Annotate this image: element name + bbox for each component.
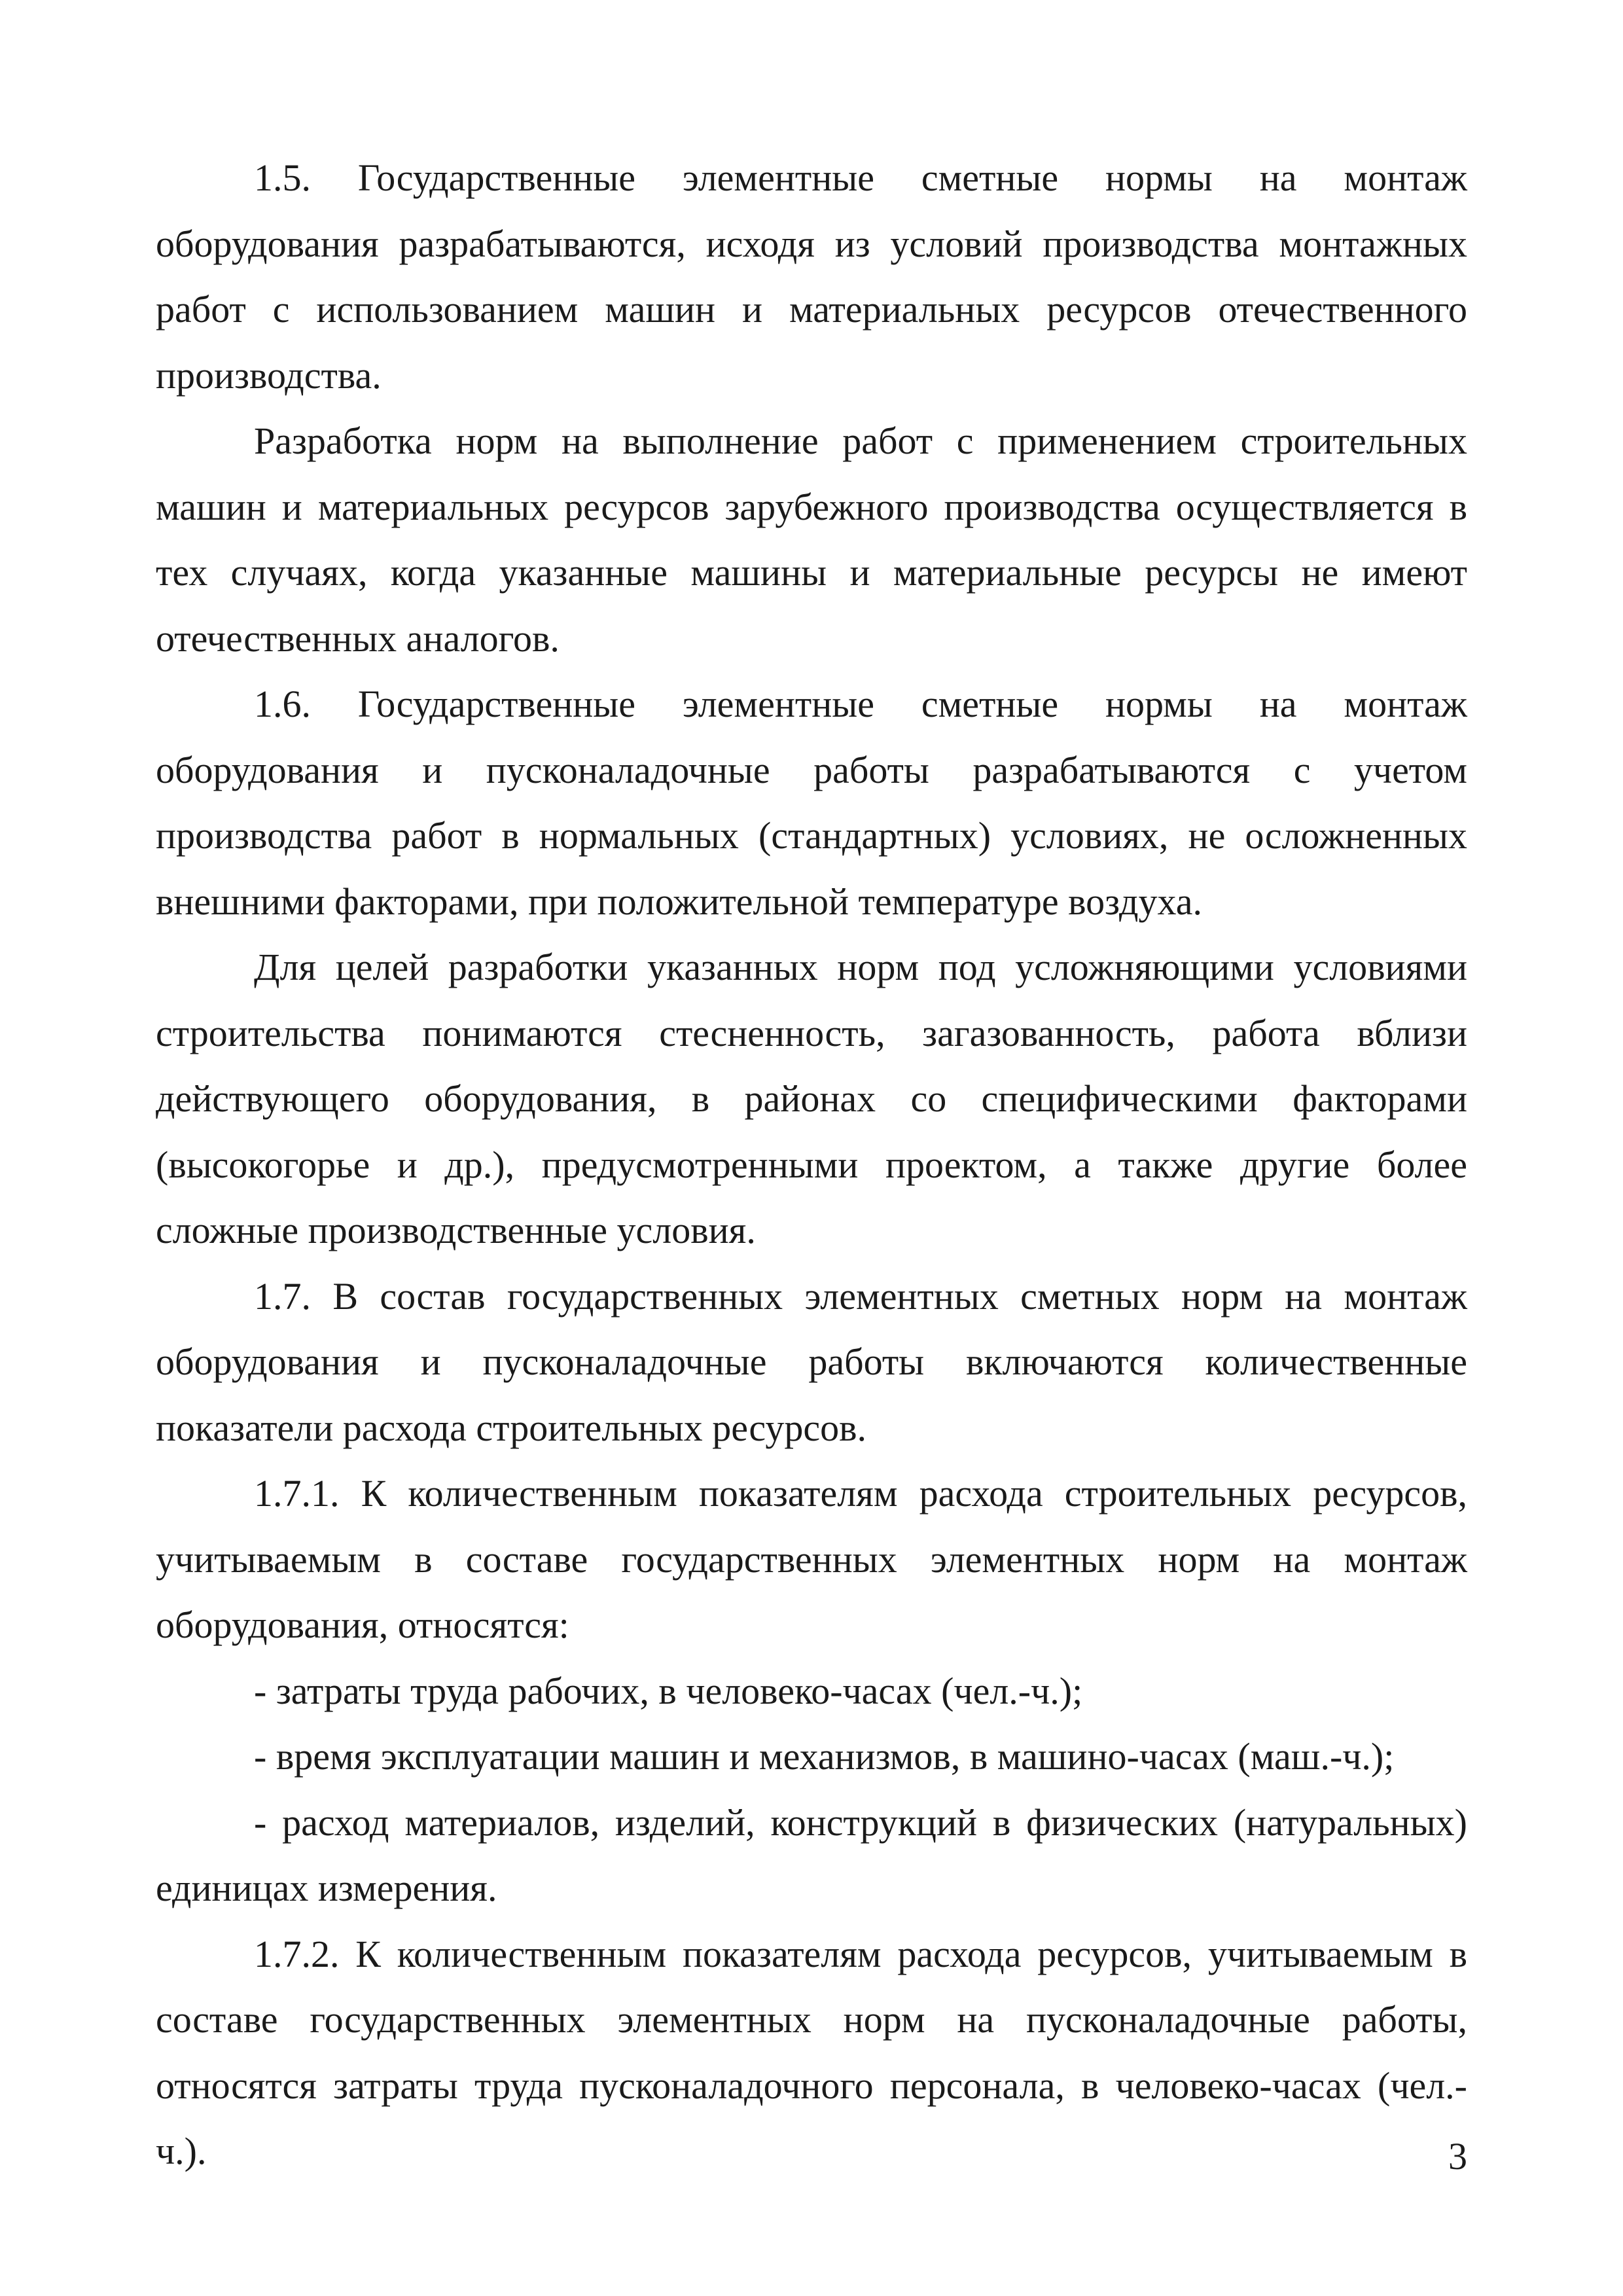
page-number: 3 — [1448, 2135, 1467, 2178]
paragraph-1-7-1: 1.7.1. К количественным показателям расхода строительных ресурсов, учитываемым в составе государственных элементных норм на монтаж оборудования, относятся: — [156, 1472, 1467, 1646]
list-item-labor: - затраты труда рабочих, в человеко-часах (чел.-ч.); — [254, 1669, 1083, 1712]
paragraph-complicating-conditions: Для целей разработки указанных норм под усложняющими условиями строительства понимаются стесненность, загазованность, работа вблизи действующего оборудования, в районах со специфическими факторами (высокогорье и др.), предусмотренными проектом, а также другие более сложные производственные условия. — [156, 946, 1467, 1251]
paragraph-1-6: 1.6. Государственные элементные сметные нормы на монтаж оборудования и пусконаладочные работы разрабатываются с учетом производства работ в нормальных (стандартных) условиях, не осложненных внешними факторами, при положительной температуре воздуха. — [156, 683, 1467, 923]
paragraph-1-7-2: 1.7.2. К количественным показателям расхода ресурсов, учитываемым в составе государственных элементных норм на пусконаладочные работы, относятся затраты труда пусконаладочного персонала, в человеко-часах (чел.-ч.). — [156, 1932, 1467, 2172]
document-body — [156, 145, 1467, 2185]
paragraph-1-5: 1.5. Государственные элементные сметные нормы на монтаж оборудования разрабатываются, исходя из условий производства монтажных работ с использованием машин и материальных ресурсов отечественного производства. — [156, 156, 1467, 397]
paragraph-1-7: 1.7. В состав государственных элементных сметных норм на монтаж оборудования и пусконаладочные работы включаются количественные показатели расхода строительных ресурсов. — [156, 1274, 1467, 1449]
paragraph-foreign-resources: Разработка норм на выполнение работ с применением строительных машин и материальных ресурсов зарубежного производства осуществляется в тех случаях, когда указанные машины и материальные ресурсы не имеют отечественных аналогов. — [156, 420, 1467, 660]
list-item-machines: - время эксплуатации машин и механизмов, в машино-часах (маш.-ч.); — [254, 1735, 1395, 1778]
list-item-materials: - расход материалов, изделий, конструкций в физических (натуральных) единицах измерения. — [156, 1801, 1467, 1909]
